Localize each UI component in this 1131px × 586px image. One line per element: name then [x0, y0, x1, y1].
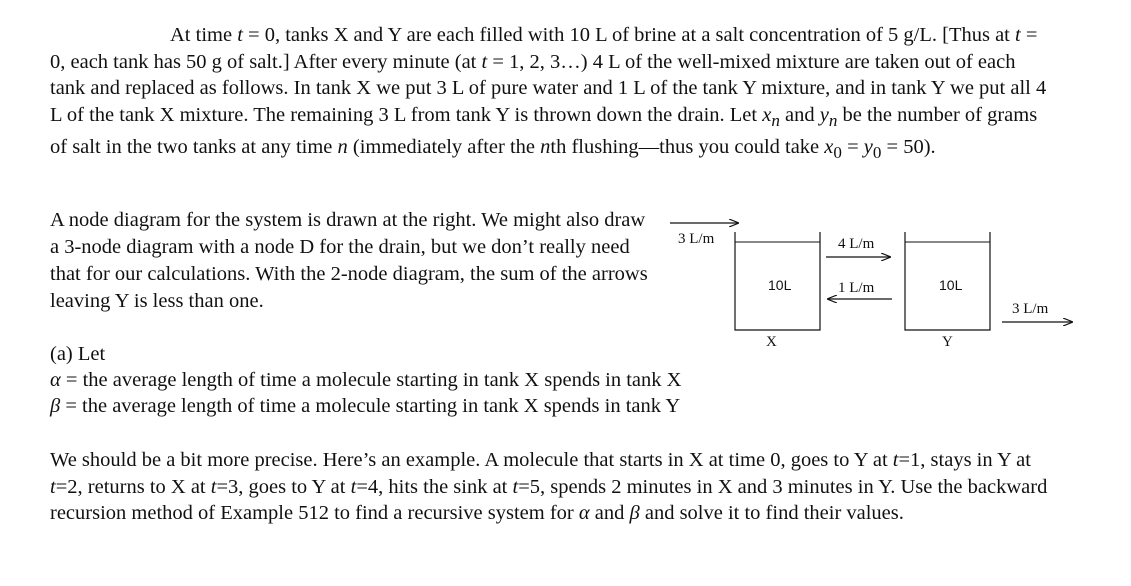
- beta-definition: β = the average length of time a molecule starting in tank X spends in tank Y: [50, 395, 681, 417]
- tank-node-diagram: [660, 210, 1080, 360]
- y-to-x-label: 1 L/m: [838, 280, 875, 296]
- precision-example-paragraph: We should be a bit more precise. Here’s an example. A molecule that starts in X at time 0, goes to Y at t=1, stays in Y at t=2, returns to X at t=3, goes to Y at t=4, hits the sink at t=5, spends 2 minutes in X and 3 minutes in Y. Use the backward recursion method of Example 512 to find a recursive system for α and β and solve it to find their values.: [50, 449, 1048, 524]
- node-diagram-description: A node diagram for the system is drawn at the right. We might also draw a 3-node diagram with a node D for the drain, but we don’t really need that for our calculations. With the 2-node diagram, the sum of the arrows leaving Y is less than one.: [50, 209, 648, 312]
- alpha-definition: α = the average length of time a molecule starting in tank X spends in tank X: [50, 369, 682, 391]
- outflow-label: 3 L/m: [1012, 301, 1049, 317]
- tank-x-name: X: [766, 334, 777, 350]
- tank-y-volume: 10L: [939, 277, 963, 293]
- tank-x-volume: 10L: [768, 277, 792, 293]
- part-a-definitions: [50, 341, 810, 419]
- x-to-y-label: 4 L/m: [838, 236, 875, 252]
- problem-intro-paragraph: At time t = 0, tanks X and Y are each filled with 10 L of brine at a salt concentration of 5 g/L. [Thus at t = 0, each tank has 50 g of salt.] After every minute (at t = 1, 2, 3…) 4 L of the well-mixed mixture are taken out of each tank and replaced as follows. In tank X we put 3 L of pure water and 1 L of the tank Y mixture, and in tank Y we put all 4 L of the tank X mixture. The remaining 3 L from tank Y is thrown down the drain. Let $x_n$ and $y_n$ be the number of grams of salt in the two tanks at any time n (immediately after the nth flushing—thus you could take $x_0 = y_0 = 50$).: [50, 24, 1047, 163]
- part-a-heading: (a) Let: [50, 343, 106, 365]
- tank-y-name: Y: [942, 334, 953, 350]
- inflow-label: 3 L/m: [678, 231, 715, 247]
